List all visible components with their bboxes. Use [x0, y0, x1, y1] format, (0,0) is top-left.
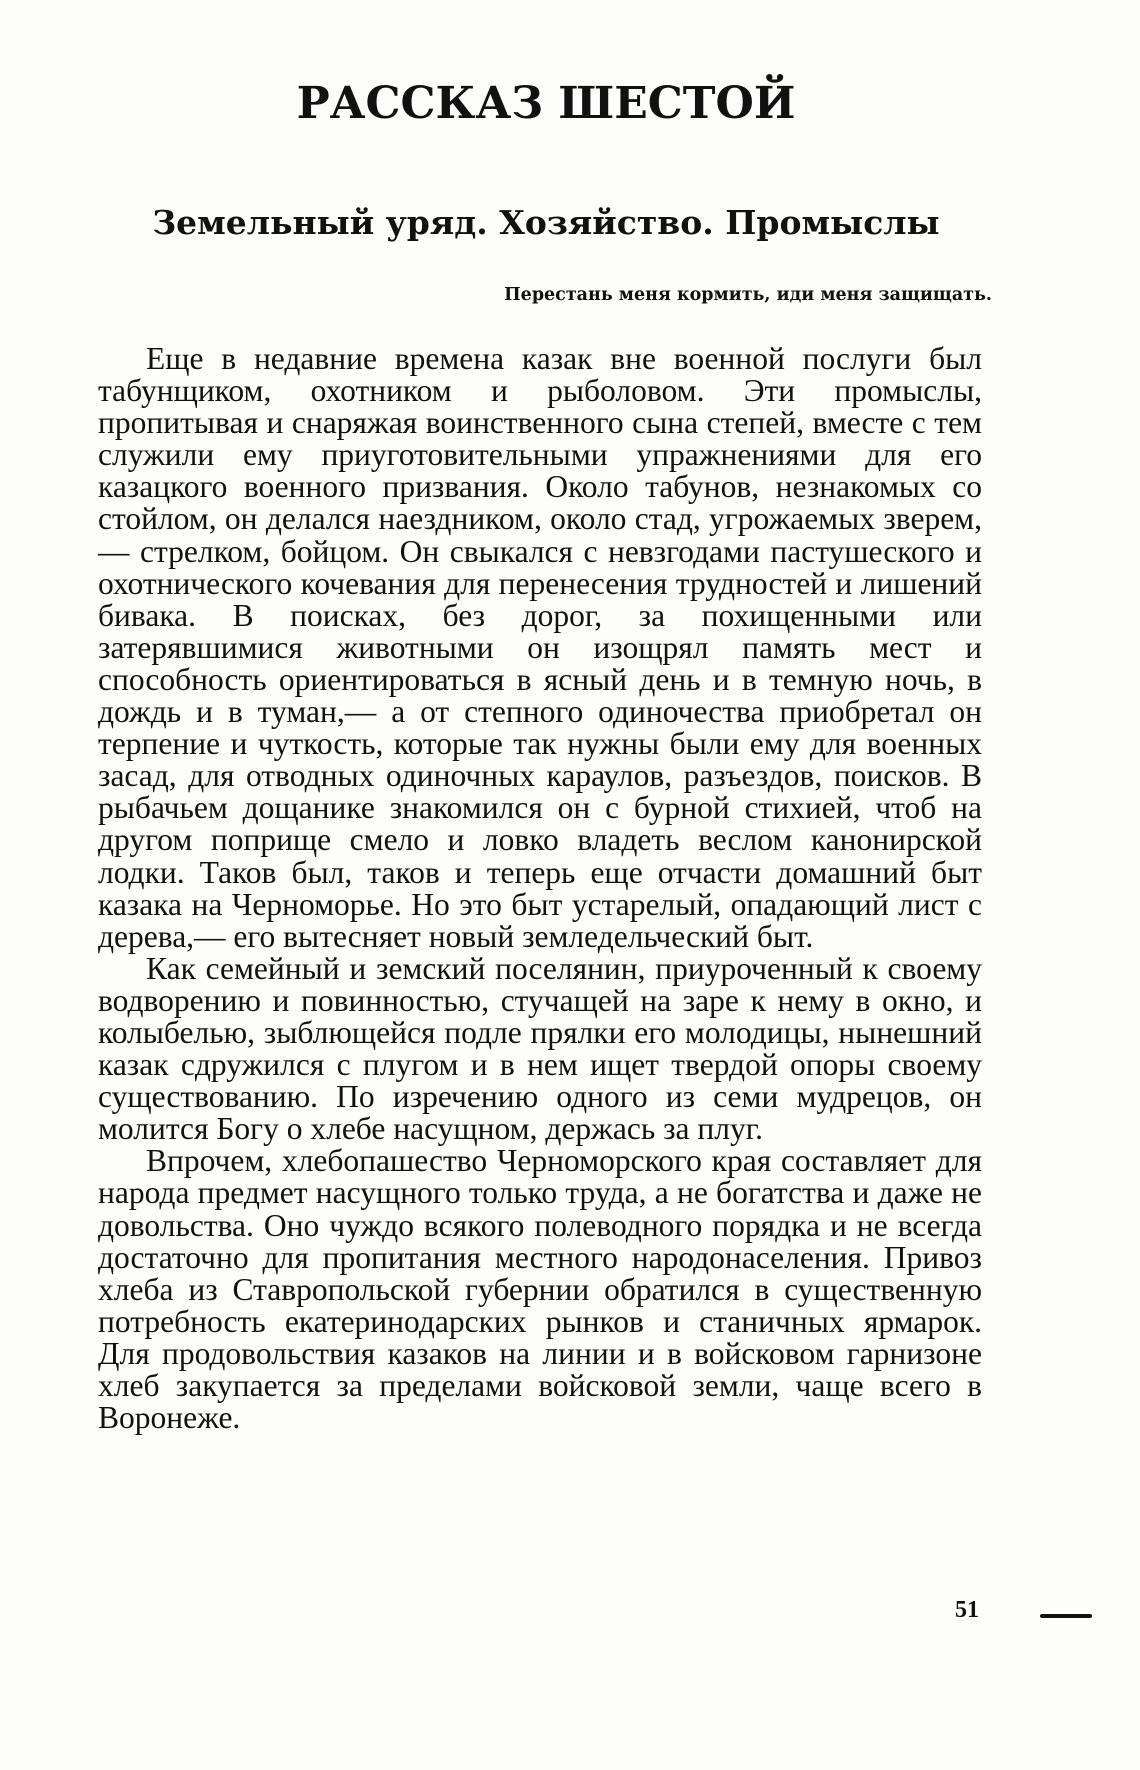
paragraph: Как семейный и земский поселянин, приуроченный к своему водворению и повинностью, стучащей на заре к нему в окно, и колыбелью, зыблющейся подле прялки его молодицы, нынешний казак сдружился с плугом и в нем ищет твердой опоры своему существованию. По изречению одного из семи мудрецов, он молится Богу о хлебе насущном, держась за плуг. — [98, 950, 982, 1147]
epigraph: Перестань меня кормить, иди меня защищать. — [504, 285, 992, 305]
paragraph: Впрочем, хлебопашество Черноморского края составляет для народа предмет насущного только труда, а не богатства и даже не довольства. Оно чуждо всякого полеводного порядка и не всегда достаточно для пропитания местного народонаселения. Привоз хлеба из Ставропольской губернии обратился в существенную потребность екатеринодарских рынков и станичных ярмарок. Для продовольствия казаков на линии и в войсковом гарнизоне хлеб закупается за пределами войсковой земли, чаще всего в Воронеже. — [98, 1143, 982, 1436]
paragraph: Еще в недавние времена казак вне военной послуги был табунщиком, охотником и рыболовом. Эти промыслы, пропитывая и снаряжая воинственного сына степей, вместе с тем служили ему приуготовительными упражнениями для его казацкого военного призвания. Около табунов, незнакомых со стойлом, он делался наездником, около стад, угрожаемых зверем,— стрелком, бойцом. Он свыкался с невзгодами пастушеского и охотнического кочевания для перенесения трудностей и лишений бивака. В поисках, без дорог, за похищенными или затерявшимися животными он изощрял память мест и способность ориентироваться в ясный день и в темную ночь, в дождь и в туман,— а от степного одиночества приобретал он терпение и чуткость, которые так нужны были ему для военных засад, для отводных одиночных караулов, разъездов, поисков. В рыбачьем дощанике знакомился он с бурной стихией, чтоб на другом поприще смело и ловко владеть веслом канонирской лодки. Таков был, таков и теперь еще отчасти домашний быт казака на Черноморье. Но это быт устарелый, опадающий лист с дерева,— его вытесняет новый земледельческий быт. — [98, 341, 982, 954]
chapter-subtitle: Земельный уряд. Хозяйство. Промыслы — [152, 203, 940, 242]
page-number-rule — [1040, 1614, 1092, 1618]
chapter-title: РАССКАЗ ШЕСТОЙ — [296, 78, 796, 129]
body-text — [98, 343, 982, 1434]
page-number: 51 — [955, 1597, 979, 1623]
